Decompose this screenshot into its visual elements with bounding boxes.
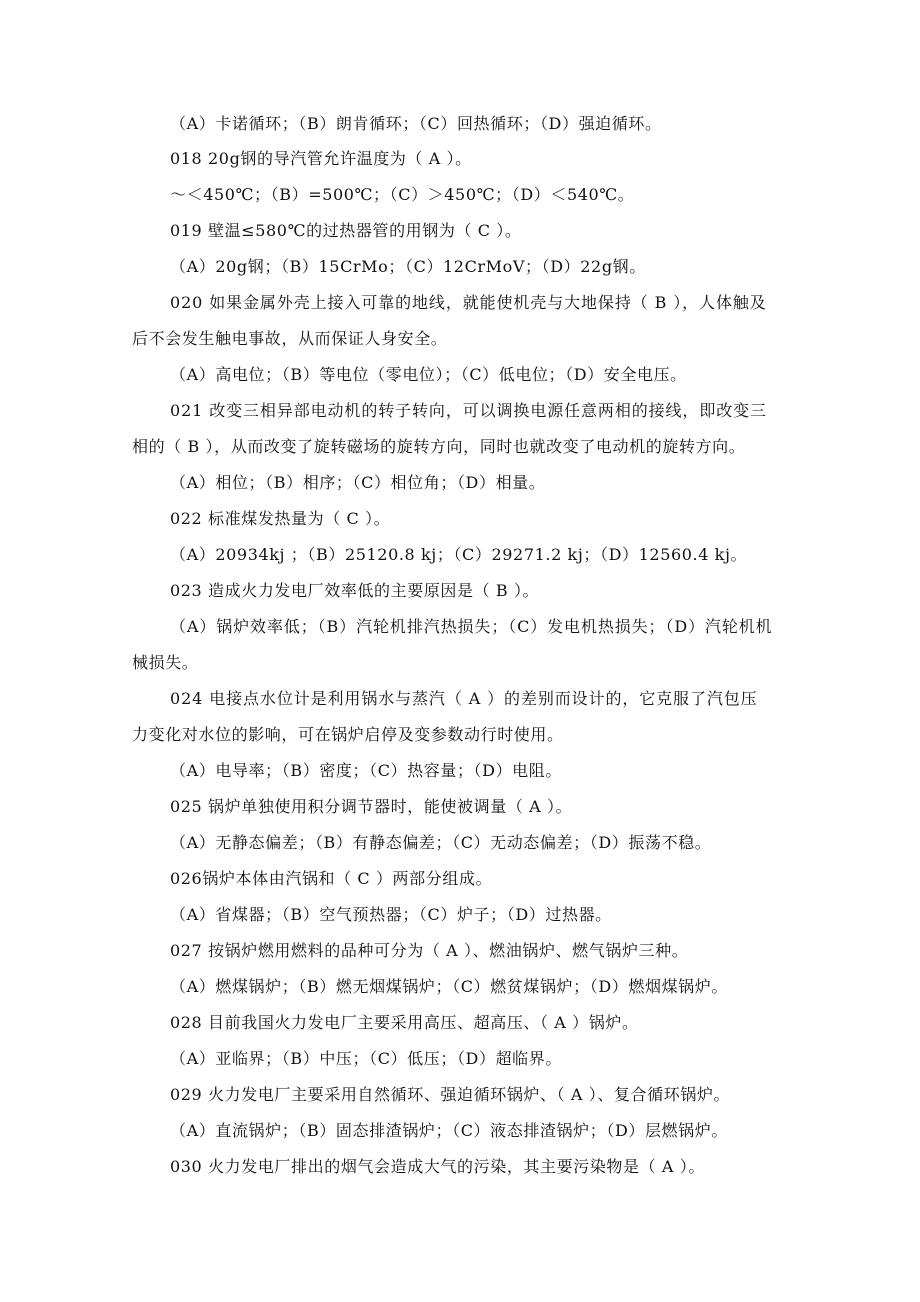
text-line-15: （A）锅炉效率低；（B）汽轮机排汽热损失；（C）发电机热损失；（D）汽轮机机 xyxy=(170,617,773,636)
text-line-16: 械损失。 xyxy=(132,653,199,672)
text-line-2: 018 20g钢的导汽管允许温度为（ A ）。 xyxy=(170,149,472,168)
text-line-14: 023 造成火力发电厂效率低的主要原因是（ B ）。 xyxy=(170,581,540,600)
text-line-19: （A）电导率；（B）密度；（C）热容量；（D）电阻。 xyxy=(170,761,562,780)
text-line-12: 022 标准煤发热量为（ C ）。 xyxy=(170,509,391,528)
text-line-28: 029 火力发电厂主要采用自然循环、强迫循环锅炉、（ A ）、复合循环锅炉。 xyxy=(170,1085,731,1104)
text-line-17: 024 电接点水位计是利用锅水与蒸汽（ A ）的差别而设计的，它克服了汽包压 xyxy=(170,689,758,708)
text-line-3: ～＜450℃；（B）=500℃；（C）＞450℃；（D）＜540℃。 xyxy=(170,185,635,204)
text-line-23: （A）省煤器；（B）空气预热器；（C）炉子；（D）过热器。 xyxy=(170,905,612,924)
text-line-4: 019 壁温≤580℃的过热器管的用钢为（ C ）。 xyxy=(170,221,522,240)
text-line-8: （A）高电位；（B）等电位（零电位）；（C）低电位；（D）安全电压。 xyxy=(170,365,687,384)
text-line-25: （A）燃煤锅炉；（B）燃无烟煤锅炉；（C）燃贫煤锅炉；（D）燃烟煤锅炉。 xyxy=(170,977,728,996)
text-line-26: 028 目前我国火力发电厂主要采用高压、超高压、（ A ）锅炉。 xyxy=(170,1013,639,1032)
text-line-5: （A）20g钢；（B）15CrMo；（C）12CrMoV；（D）22g钢。 xyxy=(170,257,646,276)
text-line-21: （A）无静态偏差；（B）有静态偏差；（C）无动态偏差；（D）振荡不稳。 xyxy=(170,833,712,852)
text-line-30: 030 火力发电厂排出的烟气会造成大气的污染，其主要污染物是（ A ）。 xyxy=(170,1157,705,1176)
text-line-24: 027 按锅炉燃用燃料的品种可分为（ A ）、燃油锅炉、燃气锅炉三种。 xyxy=(170,941,689,960)
text-line-7: 后不会发生触电事故，从而保证人身安全。 xyxy=(132,329,448,348)
text-line-29: （A）直流锅炉；（B）固态排渣锅炉；（C）液态排渣锅炉；（D）层燃锅炉。 xyxy=(170,1121,728,1140)
text-line-20: 025 锅炉单独使用积分调节器时，能使被调量（ A ）。 xyxy=(170,797,573,816)
text-line-10: 相的（ B ），从而改变了旋转磁场的旋转方向，同时也就改变了电动机的旋转方向。 xyxy=(132,437,746,456)
text-line-18: 力变化对水位的影响，可在锅炉启停及变参数动行时使用。 xyxy=(132,725,564,744)
text-line-11: （A）相位；（B）相序；（C）相位角；（D）相量。 xyxy=(170,473,546,492)
text-line-22: 026锅炉本体由汽锅和（ C ）两部分组成。 xyxy=(170,869,493,888)
text-line-13: （A）20934kj ；（B）25120.8 kj；（C）29271.2 kj；（D）12560.4 kj。 xyxy=(170,545,748,564)
text-line-1: （A）卡诺循环；（B）朗肯循环；（C）回热循环；（D）强迫循环。 xyxy=(170,114,662,133)
text-line-6: 020 如果金属外壳上接入可靠的地线，就能使机壳与大地保持（ B ），人体触及 xyxy=(170,293,767,312)
text-line-27: （A）亚临界；（B）中压；（C）低压；（D）超临界。 xyxy=(170,1049,562,1068)
text-line-9: 021 改变三相异部电动机的转子转向，可以调换电源任意两相的接线，即改变三 xyxy=(170,401,767,420)
